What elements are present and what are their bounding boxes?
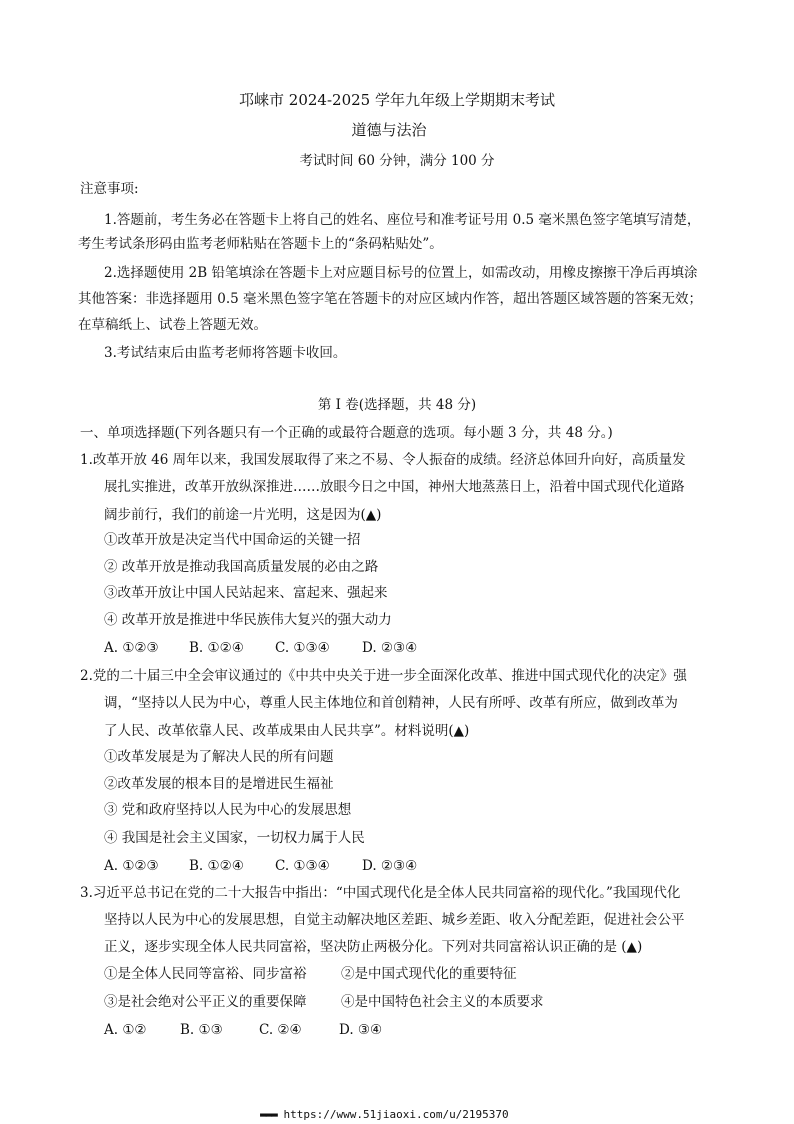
q1-stem-line: 展扎实推进，改革开放纵深推进……放眼今日之中国，神州大地蒸蒸日上，沿着中国式现代化道路 (104, 479, 685, 495)
q3-statement: ③是社会绝对公平正义的重要保障 (104, 994, 307, 1010)
note-line: 在草稿纸上、试卷上答题无效。 (78, 317, 267, 333)
q3-stem-line: 坚持以人民为中心的发展思想，自觉主动解决地区差距、城乡差距、收入分配差距，促进社会公平 (104, 912, 685, 928)
q2-statement: ①改革发展是为了解决人民的所有问题 (104, 749, 334, 765)
note-line: 1.答题前，考生务必在答题卡上将自己的姓名、座位号和准考证号用 0.5 毫米黑色签字笔填写清楚， (104, 212, 701, 228)
q3-option-b: B. ①③ (180, 1022, 223, 1038)
note-line: 3.考试结束后由监考老师将答题卡收回。 (104, 345, 347, 361)
q3-statement: ②是中国式现代化的重要特征 (341, 966, 517, 982)
q3-option-c: C. ②④ (259, 1022, 302, 1038)
q1-option-b: B. ①②④ (189, 640, 244, 656)
q2-stem-line: 了人民、改革依靠人民、改革成果由人民共享”。材料说明(▲) (104, 723, 470, 739)
q3-statement: ④是中国特色社会主义的本质要求 (341, 994, 544, 1010)
section-heading: 一、单项选择题(下列各题只有一个正确的或最符合题意的选项。每小题 3 分，共 48 分。) (80, 425, 613, 441)
footer-watermark (260, 1106, 509, 1124)
q1-stem-line: 阔步前行，我们的前途一片光明，这是因为(▲) (104, 507, 382, 523)
subject-title: 道德与法治 (351, 121, 427, 139)
q3-stem-line: 正义，逐步实现全体人民共同富裕，坚决防止两极分化。下列对共同富裕认识正确的是 (▲) (104, 939, 643, 955)
q1-option-c: C. ①③④ (275, 640, 330, 656)
q2-statement: ③ 党和政府坚持以人民为中心的发展思想 (104, 802, 352, 818)
q1-option-a: A. ①②③ (104, 640, 159, 656)
notes-heading: 注意事项: (80, 181, 139, 197)
q2-option-b: B. ①②④ (189, 858, 244, 874)
q3-stem-line: 3.习近平总书记在党的二十大报告中指出：“中国式现代化是全体人民共同富裕的现代化。”我国现代化 (80, 885, 681, 901)
q2-stem-line: 2.党的二十届三中全会审议通过的《中共中央关于进一步全面深化改革、推进中国式现代化的决定》强 (80, 668, 687, 684)
q1-statement: ② 改革开放是推动我国高质量发展的必由之路 (104, 559, 379, 575)
note-line: 其他答案：非选择题用 0.5 毫米黑色签字笔在答题卡的对应区域内作答，超出答题区域答题的答案无效； (78, 291, 703, 307)
part-title: 第 Ⅰ 卷(选择题，共 48 分) (317, 397, 477, 413)
note-line: 考生考试条形码由监考老师粘贴在答题卡上的“条码粘贴处”。 (78, 236, 443, 252)
q2-option-a: A. ①②③ (104, 858, 159, 874)
q2-option-c: C. ①③④ (275, 858, 330, 874)
q2-option-d: D. ②③④ (362, 858, 418, 874)
q2-statement: ②改革发展的根本目的是增进民生福祉 (104, 776, 334, 792)
q1-statement: ③改革开放让中国人民站起来、富起来、强起来 (104, 585, 388, 601)
q3-option-d: D. ③④ (339, 1022, 383, 1038)
q2-stem-line: 调，“坚持以人民为中心，尊重人民主体地位和首创精神，人民有所呼、改革有所应，做到改革为 (104, 695, 678, 711)
q1-statement: ①改革开放是决定当代中国命运的关键一招 (104, 532, 361, 548)
exam-title: 邛崃市 2024-2025 学年九年级上学期期末考试 (239, 91, 555, 109)
q1-option-d: D. ②③④ (362, 640, 418, 656)
q3-option-a: A. ①② (104, 1022, 147, 1038)
footer-dash: ▬▬▬ (260, 1108, 277, 1121)
footer-url[interactable]: https://www.51jiaoxi.com/u/2195370 (283, 1108, 509, 1121)
q2-statement: ④ 我国是社会主义国家，一切权力属于人民 (104, 830, 365, 846)
exam-time: 考试时间 60 分钟，满分 100 分 (299, 153, 495, 169)
q3-statement: ①是全体人民同等富裕、同步富裕 (104, 966, 307, 982)
note-line: 2.选择题使用 2B 铅笔填涂在答题卡上对应题目标号的位置上，如需改动，用橡皮擦擦干净后再填涂 (104, 265, 698, 281)
q1-statement: ④ 改革开放是推进中华民族伟大复兴的强大动力 (104, 612, 392, 628)
q1-stem-line: 1.改革开放 46 周年以来，我国发展取得了来之不易、令人振奋的成绩。经济总体回升向好，高质量发 (80, 452, 686, 468)
